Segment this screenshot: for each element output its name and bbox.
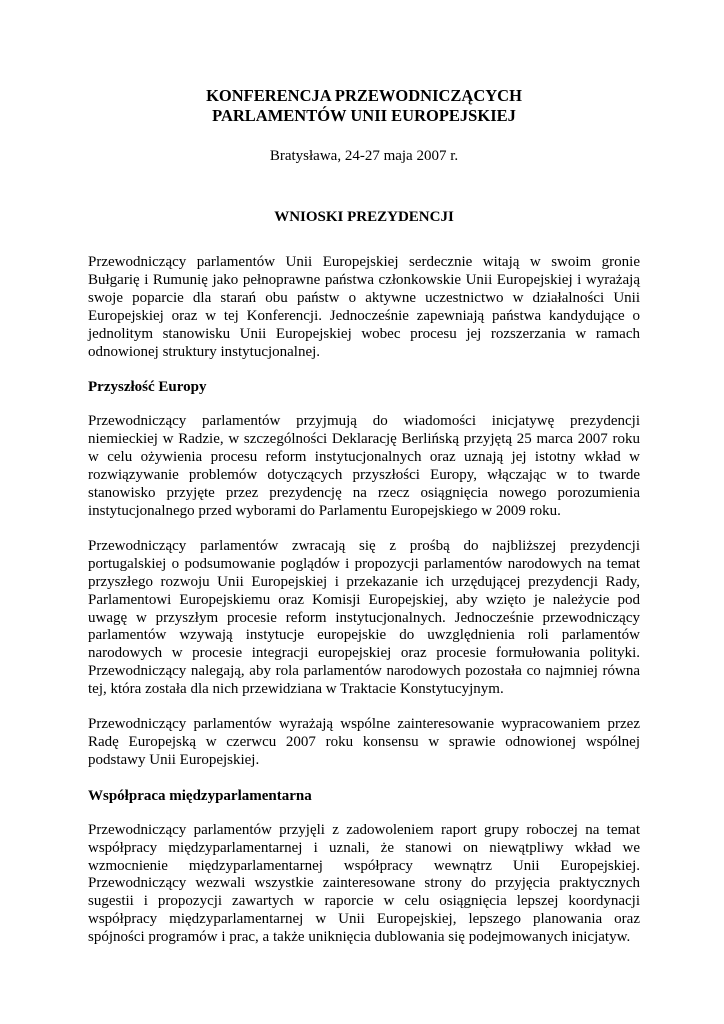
document-date-place: Bratysława, 24-27 maja 2007 r.	[269, 148, 459, 164]
document-title-line-2: PARLAMENTÓW UNII EUROPEJSKIEJ	[212, 106, 516, 125]
document-title-line-1: KONFERENCJA PRZEWODNICZĄCYCH	[206, 86, 522, 105]
document-heading: WNIOSKI PREZYDENCJI	[274, 209, 454, 225]
section2-paragraph: Przewodniczący parlamentów przyjęli z zadowoleniem raport grupy roboczej na temat współpracy międzyparlamentarnej i uznali, że stanowi on niewątpliwy wkład we wzmocnienie międzyparlamentarnej współpracy wewnątrz Unii Europejskiej. Przewodniczący wezwali wszystkie zainteresowane strony do przyjęcia praktycznych sugestii i propozycji zawartych w raporcie w celu osiągnięcia lepszej koordynacji współpracy międzyparlamentarnej w Unii Europejskiej, lepszego planowania oraz spójności programów i prac, a także uniknięcia dublowania się podejmowanych inicjatyw.	[88, 821, 640, 946]
section-title-future-of-europe: Przyszłość Europy	[88, 379, 207, 396]
section1-paragraph: Przewodniczący parlamentów zwracają się z prośbą do najbliższej prezydencji portugalskiej o podsumowanie poglądów i propozycji parlamentów narodowych na temat przyszłego rozwoju Unii Europejskiej i przekazanie ich urzędującej prezydencji Rady, Parlamentowi Europejskiemu oraz Komisji Europejskiej, aby wzięto je należycie pod uwagę w przyszłym procesie reform instytucjonalnych. Jednocześnie przewodniczący parlamentów wzywają instytucje europejskie do uwzględnienia roli parlamentów narodowych w procesie integracji europejskiej oraz procesie formułowania polityki. Przewodniczący nalegają, aby rola parlamentów narodowych pozostała co najmniej równa tej, która została dla nich przewidziana w Traktacie Konstytucyjnym.	[88, 537, 640, 698]
intro-paragraph: Przewodniczący parlamentów Unii Europejskiej serdecznie witają w swoim gronie Bułgarię i Rumunię jako pełnoprawne państwa członkowskie Unii Europejskiej i wyrażają swoje poparcie dla starań obu państw o aktywne uczestnictwo w działalności Unii Europejskiej oraz w tej Konferencji. Jednocześnie zapewniają państwa kandydujące o jednolitym stanowisku Unii Europejskiej wobec procesu jej rozszerzania w ramach odnowionej struktury instytucjonalnej.	[88, 254, 640, 360]
section1-paragraph: Przewodniczący parlamentów wyrażają wspólne zainteresowanie wypracowaniem przez Radę Europejską w czerwcu 2007 roku konsensu w sprawie odnowionej wspólnej podstawy Unii Europejskiej.	[88, 716, 640, 768]
section1-paragraph: Przewodniczący parlamentów przyjmują do wiadomości inicjatywę prezydencji niemieckiej w Radzie, w szczególności Deklarację Berlińską przyjętą 25 marca 2007 roku w celu ożywienia procesu reform instytucjonalnych oraz uznają jej istotny wkład w rozwiązywanie problemów dotyczących przyszłości Europy, włączając w to twarde stanowisko przyjęte przez prezydencję na rzecz osiągnięcia nowego porozumienia instytucjonalnego przed wyborami do Parlamentu Europejskiego w 2009 roku.	[88, 413, 640, 519]
section-title-interparliamentary-cooperation: Współpraca międzyparlamentarna	[88, 787, 312, 804]
